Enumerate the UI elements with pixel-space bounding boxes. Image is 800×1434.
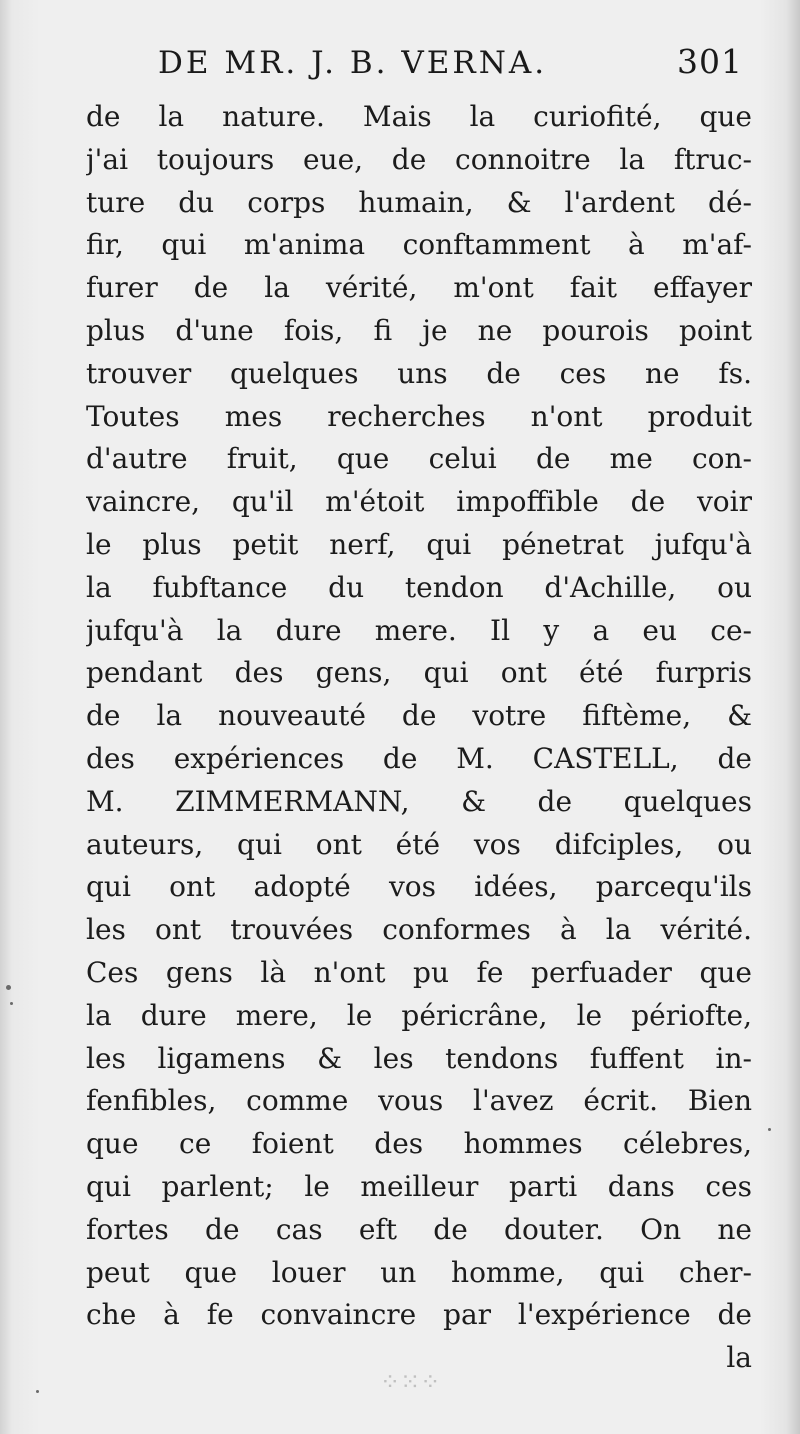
page-header: [158, 42, 743, 98]
paper-speck: [6, 985, 11, 990]
text-line: qui parlent; le meilleur parti dans ces: [86, 1169, 752, 1203]
text-line: Ces gens là n'ont pu fe perfuader que: [86, 955, 752, 989]
text-line: trouver quelques uns de ces ne fs.: [86, 356, 752, 390]
text-line: le plus petit nerf, qui pénetrat jufqu'à: [86, 527, 752, 561]
text-line: plus d'une fois, fi je ne pourois point: [86, 313, 752, 347]
text-line: de la nouveauté de votre fiftème, &: [86, 699, 752, 733]
body-text: [86, 96, 752, 1380]
text-line: la fubftance du tendon d'Achille, ou: [86, 570, 752, 604]
running-head: DE MR. J. B. VERNA.: [158, 45, 548, 81]
text-line: de la nature. Mais la curiofité, que: [86, 100, 752, 133]
text-line: fortes de cas eft de douter. On ne: [86, 1212, 752, 1246]
catchword: la: [726, 1341, 752, 1375]
text-line: que ce foient des hommes célebres,: [86, 1127, 752, 1161]
text-line: les ont trouvées conformes à la vérité.: [86, 913, 752, 947]
text-line: furer de la vérité, m'ont fait effayer: [86, 271, 752, 305]
text-line: pendant des gens, qui ont été furpris: [86, 656, 752, 690]
library-stamp: ⁘⁙⁘: [380, 1368, 441, 1396]
text-line: jufqu'à la dure mere. Il y a eu ce-: [86, 613, 752, 647]
text-line: M. ZIMMERMANN, & de quelques: [86, 784, 752, 818]
text-line: ture du corps humain, & l'ardent dé-: [86, 185, 752, 219]
text-line: fenfibles, comme vous l'avez écrit. Bien: [86, 1084, 752, 1118]
text-line: auteurs, qui ont été vos difciples, ou: [86, 827, 752, 861]
text-line: qui ont adopté vos idées, parcequ'ils: [86, 870, 752, 904]
text-line: d'autre fruit, que celui de me con-: [86, 442, 752, 476]
paper-speck: [10, 1002, 13, 1005]
text-line: des expériences de M. CASTELL, de: [86, 741, 752, 775]
text-line: vaincre, qu'il m'étoit impoffible de voir: [86, 485, 752, 519]
paper-speck: [768, 1128, 771, 1131]
text-line: j'ai toujours eue, de connoitre la ftruc-: [86, 142, 752, 176]
page-number: 301: [677, 42, 743, 81]
text-line: fir, qui m'anima conftamment à m'af-: [86, 228, 752, 262]
text-line: les ligamens & les tendons fuffent in-: [86, 1041, 752, 1075]
text-line: peut que louer un homme, qui cher-: [86, 1255, 752, 1289]
text-line: Toutes mes recherches n'ont produit: [86, 399, 752, 433]
text-line: la dure mere, le péricrâne, le périofte,: [86, 998, 752, 1032]
paper-speck: [36, 1390, 39, 1393]
text-line: che à fe convaincre par l'expérience de: [86, 1298, 752, 1332]
